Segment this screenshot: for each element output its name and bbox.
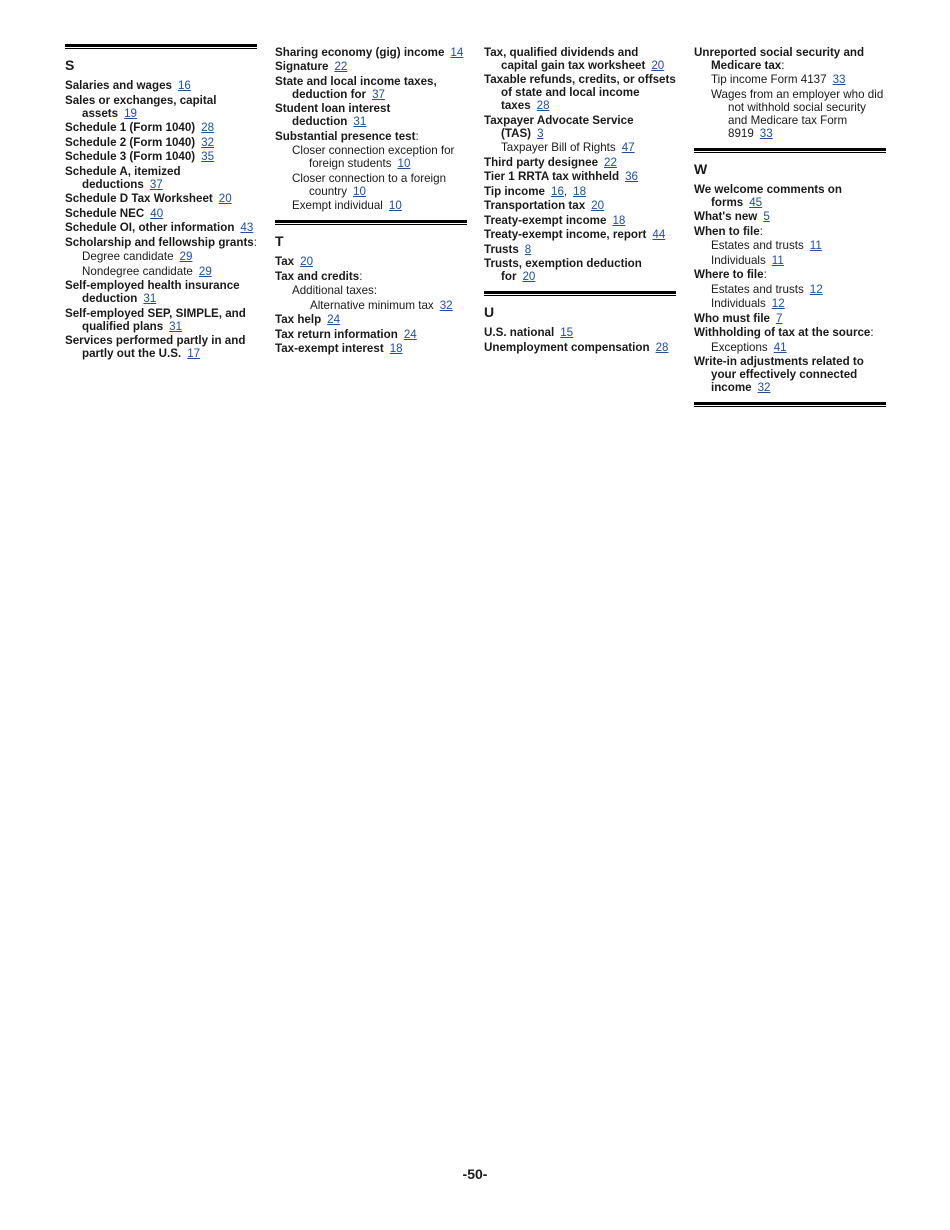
page-link[interactable]: 18 [612, 213, 626, 227]
entry-term: Taxable refunds, credits, or offsets of state and local income taxes [484, 73, 676, 112]
entry-term: Unreported social security and Medicare tax [694, 45, 865, 72]
index-subentry [694, 254, 886, 267]
entry-term: Where to file [694, 268, 764, 281]
entry-term: Services performed partly in and partly out the U.S. [65, 334, 246, 360]
index-entry [275, 270, 467, 283]
page-link[interactable]: 20 [651, 58, 665, 72]
index-subentry [275, 199, 467, 212]
page-link[interactable]: 20 [591, 199, 605, 212]
page-link[interactable]: 12 [809, 282, 823, 296]
index-entry [694, 225, 886, 238]
entry-term: Trusts, exemption deduction for [484, 257, 642, 283]
index-entry [275, 46, 467, 59]
index-entry [275, 75, 467, 101]
page-link[interactable]: 33 [759, 126, 773, 140]
entry-term: Salaries and wages [65, 79, 172, 92]
section-divider [694, 148, 886, 153]
page-link[interactable]: 24 [403, 327, 417, 341]
index-entry [694, 183, 886, 209]
page-link[interactable]: 33 [832, 73, 846, 86]
entry-term: Tax, qualified dividends and capital gain tax worksheet [484, 45, 646, 72]
entry-term: Sales or exchanges, capital assets [65, 93, 217, 120]
entry-term: Schedule 3 (Form 1040) [65, 150, 196, 163]
index-entry [275, 342, 467, 355]
page-link[interactable]: 36 [625, 170, 638, 183]
page-link[interactable]: 14 [450, 45, 464, 59]
entry-term: U.S. national [484, 326, 555, 339]
entry-term: Taxpayer Bill of Rights [501, 141, 616, 154]
entry-term: Tax and credits [275, 269, 360, 283]
entry-term: Closer connection to a foreign country [292, 171, 447, 198]
page-link[interactable]: 31 [169, 319, 183, 333]
index-entry [694, 46, 886, 72]
index-entry [484, 73, 676, 112]
entry-term: Exempt individual [292, 199, 383, 212]
page-link[interactable]: 16 [551, 184, 564, 198]
section-letter: S [65, 57, 75, 73]
entry-term: We welcome comments on forms [694, 182, 842, 209]
entry-term: Nondegree candidate [82, 264, 193, 278]
page-link[interactable]: 11 [809, 239, 822, 252]
index-entry [65, 279, 257, 305]
page-link[interactable]: 35 [201, 150, 215, 163]
index-entry [484, 326, 676, 339]
entry-term: Alternative minimum tax [310, 298, 434, 312]
page-link[interactable]: 20 [300, 255, 314, 268]
index-entry [275, 328, 467, 341]
page-link[interactable]: 37 [372, 87, 385, 101]
page-separator: , [563, 184, 568, 198]
page-link[interactable]: 7 [776, 311, 783, 325]
page-link[interactable]: 16 [177, 79, 191, 92]
index-subentry [65, 250, 257, 263]
page-link[interactable]: 15 [560, 326, 574, 339]
index-entry [484, 228, 676, 241]
entry-term: Exceptions [711, 340, 768, 354]
index-entry [65, 150, 257, 163]
entry-term: Signature [275, 60, 329, 73]
index-entry [484, 46, 676, 72]
index-column-2 [275, 44, 467, 355]
entry-term: Tax-exempt interest [275, 342, 384, 355]
entry-term: Write-in adjustments related to your effectively connected income [694, 355, 864, 394]
entry-term: Schedule A, itemized deductions [65, 164, 181, 191]
index-subentry [65, 265, 257, 278]
index-entry [694, 210, 886, 223]
entry-term: Treaty-exempt income, report [484, 228, 647, 241]
index-subentry [275, 299, 467, 312]
entry-suffix: : [781, 58, 785, 72]
index-entry [65, 221, 257, 234]
entry-term: Substantial presence test [275, 129, 416, 143]
section-letter: W [694, 160, 708, 177]
index-entry [65, 307, 257, 333]
entry-term: Withholding of tax at the source [694, 326, 871, 339]
entry-term: Unemployment compensation [484, 340, 650, 354]
index-entry [484, 257, 676, 283]
index-entry [484, 341, 676, 354]
page-link[interactable]: 5 [763, 210, 770, 223]
index-entry [484, 243, 676, 256]
entry-term: Self-employed SEP, SIMPLE, and qualified plans [65, 306, 246, 333]
index-subentry [694, 283, 886, 296]
entry-suffix: : [759, 224, 763, 238]
entry-suffix: : [763, 268, 767, 281]
entry-term: Additional taxes: [292, 284, 378, 297]
entry-term: Student loan interest deduction [275, 102, 391, 128]
index-subentry [694, 297, 886, 310]
index-entry [484, 199, 676, 212]
index-subentry [275, 144, 467, 170]
page-link[interactable]: 29 [198, 264, 212, 278]
page-link[interactable]: 37 [149, 177, 163, 191]
entry-suffix: : [253, 235, 257, 249]
index-entry [65, 207, 257, 220]
entry-term: Schedule D Tax Worksheet [65, 192, 213, 205]
entry-term: Who must file [694, 311, 770, 325]
entry-term: Third party designee [484, 155, 599, 169]
index-subentry [484, 141, 676, 154]
page-link[interactable]: 17 [187, 347, 201, 360]
page-link[interactable]: 31 [353, 115, 367, 128]
entry-term: Tax return information [275, 327, 398, 341]
entry-term: Schedule 1 (Form 1040) [65, 121, 196, 134]
index-entry [65, 165, 257, 191]
index-entry [694, 312, 886, 325]
page-link[interactable]: 20 [522, 270, 536, 283]
entry-term: Individuals [711, 253, 766, 267]
entry-term: Tier 1 RRTA tax withheld [484, 170, 620, 183]
entry-term: Tax [275, 255, 295, 268]
entry-term: Schedule OI, other information [65, 221, 235, 234]
entry-term: When to file [694, 224, 760, 238]
entry-term: Tip income [484, 184, 545, 198]
page-link[interactable]: 8 [524, 242, 532, 256]
entry-term: Closer connection exception for foreign students [292, 144, 455, 170]
entry-term: Estates and trusts [711, 239, 804, 252]
section-divider [65, 44, 257, 49]
page-link[interactable]: 22 [604, 155, 617, 169]
index-entry [694, 268, 886, 281]
section-divider [484, 291, 676, 296]
index-entry [484, 185, 676, 198]
page-link[interactable]: 41 [773, 340, 787, 354]
entry-term: Self-employed health insurance deduction [65, 279, 240, 305]
entry-term: Schedule 2 (Form 1040) [65, 135, 196, 149]
entry-term: Sharing economy (gig) income [275, 45, 445, 59]
page-link[interactable]: 10 [388, 199, 402, 212]
entry-term: State and local income taxes, deduction for [275, 74, 437, 101]
index-entry [65, 334, 257, 360]
page-link[interactable]: 28 [201, 121, 215, 134]
page-link[interactable]: 31 [143, 292, 157, 305]
page-link[interactable]: 18 [389, 342, 403, 355]
index-column-3 [484, 44, 676, 354]
entry-suffix: : [359, 269, 363, 283]
index-entry [694, 355, 886, 394]
index-entry [65, 236, 257, 249]
entry-term: Transportation tax [484, 199, 586, 212]
index-entry [484, 170, 676, 183]
entry-term: Scholarship and fellowship grants [65, 235, 254, 249]
page-link[interactable]: 32 [201, 135, 215, 149]
index-subentry [694, 341, 886, 354]
index-entry [275, 313, 467, 326]
index-column-1 [65, 44, 257, 360]
page-link[interactable]: 20 [218, 192, 232, 205]
index-entry [275, 130, 467, 143]
page-number: -50- [462, 1166, 488, 1182]
section-divider [694, 402, 886, 407]
page-link[interactable]: 24 [327, 313, 341, 326]
entry-suffix: : [870, 326, 874, 339]
index-entry [694, 326, 886, 339]
page-link[interactable]: 44 [652, 228, 666, 241]
entry-term: Estates and trusts [711, 282, 804, 296]
index-entry [484, 114, 676, 140]
index-subentry [694, 239, 886, 252]
entry-term: Tip income Form 4137 [711, 73, 827, 86]
index-subentry [694, 88, 886, 140]
entry-term: Trusts [484, 242, 519, 256]
page-link[interactable]: 10 [397, 157, 411, 170]
page-link[interactable]: 47 [621, 141, 635, 154]
page-link[interactable]: 45 [749, 195, 763, 209]
entry-suffix: : [415, 129, 419, 143]
index-entry [65, 192, 257, 205]
index-entry [275, 255, 467, 268]
index-entry [275, 102, 467, 128]
index-entry [65, 121, 257, 134]
page-link[interactable]: 18 [573, 184, 587, 198]
index-entry [65, 79, 257, 92]
page-link[interactable]: 10 [353, 184, 366, 198]
page-link[interactable]: 11 [771, 253, 784, 267]
page-link[interactable]: 12 [771, 297, 785, 310]
entry-term: Degree candidate [82, 250, 174, 263]
index-subentry [275, 172, 467, 198]
page-link[interactable]: 43 [240, 221, 254, 234]
page-link[interactable]: 29 [179, 250, 193, 263]
entry-term: Schedule NEC [65, 206, 145, 220]
section-letter: T [275, 233, 284, 249]
index-entry [65, 94, 257, 120]
page-link[interactable]: 3 [537, 126, 544, 140]
page-link[interactable]: 19 [124, 106, 138, 120]
page-link[interactable]: 40 [150, 206, 164, 220]
page-link[interactable]: 32 [439, 298, 453, 312]
index-entry [65, 136, 257, 149]
page-link[interactable]: 28 [655, 340, 669, 354]
section-divider [275, 220, 467, 225]
index-subentry [275, 284, 467, 297]
entry-term: Treaty-exempt income [484, 213, 607, 227]
section-letter: U [484, 304, 495, 320]
entry-term: Wages from an employer who did not withhold social security and Medicare tax Form 8919 [711, 87, 884, 140]
index-entry [275, 60, 467, 73]
entry-term: Taxpayer Advocate Service (TAS) [484, 113, 634, 140]
page-link[interactable]: 28 [536, 99, 550, 112]
index-entry [484, 214, 676, 227]
index-entry [484, 156, 676, 169]
index-subentry [694, 73, 886, 86]
entry-term: Individuals [711, 297, 766, 310]
index-column-4 [694, 44, 886, 415]
page-link[interactable]: 32 [757, 381, 771, 394]
entry-term: What's new [694, 210, 758, 223]
page-link[interactable]: 22 [334, 60, 348, 73]
entry-term: Tax help [275, 313, 322, 326]
